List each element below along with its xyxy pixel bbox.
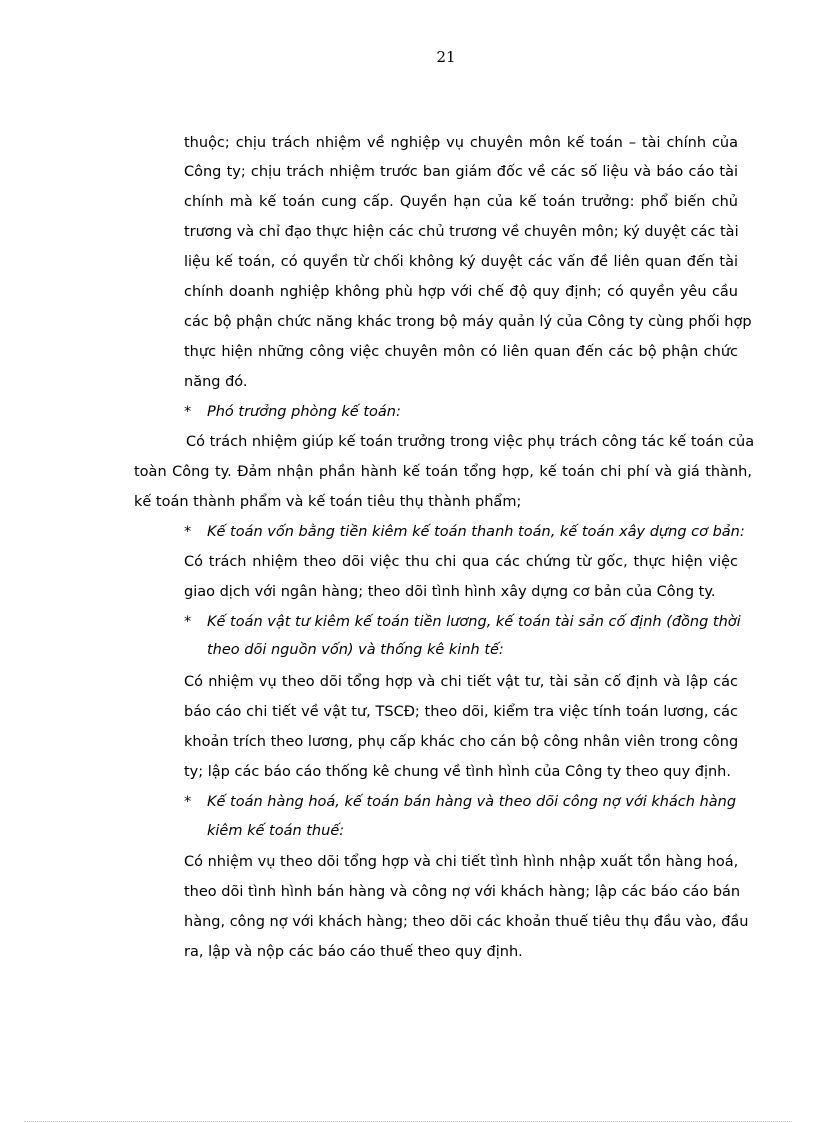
body-text-line: theo dõi tình hình bán hàng và công nợ với khách hàng; lập các báo cáo bán	[184, 884, 741, 900]
bullet-star: *	[184, 614, 192, 630]
body-text-line: chính mà kế toán cung cấp. Quyền hạn của kế toán trưởng: phổ biến chủ	[184, 194, 738, 210]
body-text-line: chính doanh nghiệp không phù hợp với chế độ quy định; có quyền yêu cầu	[184, 284, 738, 300]
bullet-star: *	[184, 404, 192, 420]
body-text-line: giao dịch với ngân hàng; theo dõi tình hình xây dựng cơ bản của Công ty.	[184, 584, 716, 600]
page-bottom-border	[24, 1121, 792, 1122]
body-text-line: thực hiện những công việc chuyên môn có liên quan đến các bộ phận chức	[184, 344, 738, 360]
body-text-line: các bộ phận chức năng khác trong bộ máy quản lý của Công ty cùng phối hợp	[184, 314, 752, 330]
section-heading: theo dõi nguồn vốn) và thống kê kinh tế:	[207, 642, 504, 658]
section-heading: kiêm kế toán thuế:	[207, 823, 345, 839]
body-text-line: liệu kế toán, có quyền từ chối không ký duyệt các vấn đề liên quan đến tài	[184, 254, 738, 270]
body-text-line: báo cáo chi tiết về vật tư, TSCĐ; theo dõi, kiểm tra việc tính toán lương, các	[184, 704, 738, 720]
body-text-line: kế toán thành phẩm và kế toán tiêu thụ thành phẩm;	[134, 494, 522, 510]
body-text-line: ra, lập và nộp các báo cáo thuế theo quy định.	[184, 944, 523, 960]
body-text-line: ty; lập các báo cáo thống kê chung về tình hình của Công ty theo quy định.	[184, 764, 731, 780]
body-text-line: Có trách nhiệm theo dõi việc thu chi qua các chứng từ gốc, thực hiện việc	[184, 554, 738, 570]
section-heading: Phó trưởng phòng kế toán:	[207, 404, 401, 420]
body-text-line: Công ty; chịu trách nhiệm trước ban giám đốc về các số liệu và báo cáo tài	[184, 164, 738, 180]
page-number: 21	[436, 48, 456, 66]
body-text-line: năng đó.	[184, 374, 248, 390]
body-text-line: thuộc; chịu trách nhiệm về nghiệp vụ chuyên môn kế toán – tài chính của	[184, 135, 738, 151]
body-text-line: Có trách nhiệm giúp kế toán trưởng trong việc phụ trách công tác kế toán của	[186, 434, 755, 450]
body-text-line: toàn Công ty. Đảm nhận phần hành kế toán tổng hợp, kế toán chi phí và giá thành,	[134, 464, 752, 480]
section-heading: Kế toán vốn bằng tiền kiêm kế toán thanh toán, kế toán xây dựng cơ bản:	[207, 524, 745, 540]
body-text-line: khoản trích theo lương, phụ cấp khác cho cán bộ công nhân viên trong công	[184, 734, 739, 750]
body-text-line: trương và chỉ đạo thực hiện các chủ trương về chuyên môn; ký duyệt các tài	[184, 224, 739, 240]
body-text-line: Có nhiệm vụ theo dõi tổng hợp và chi tiết vật tư, tài sản cố định và lập các	[184, 674, 738, 690]
body-text-line: hàng, công nợ với khách hàng; theo dõi các khoản thuế tiêu thụ đầu vào, đầu	[184, 914, 749, 930]
body-text-line: Có nhiệm vụ theo dõi tổng hợp và chi tiết tình hình nhập xuất tồn hàng hoá,	[184, 854, 739, 870]
bullet-star: *	[184, 524, 192, 540]
section-heading: Kế toán vật tư kiêm kế toán tiền lương, kế toán tài sản cố định (đồng thời	[207, 614, 741, 630]
section-heading: Kế toán hàng hoá, kế toán bán hàng và theo dõi công nợ với khách hàng	[207, 794, 737, 810]
bullet-star: *	[184, 794, 192, 810]
